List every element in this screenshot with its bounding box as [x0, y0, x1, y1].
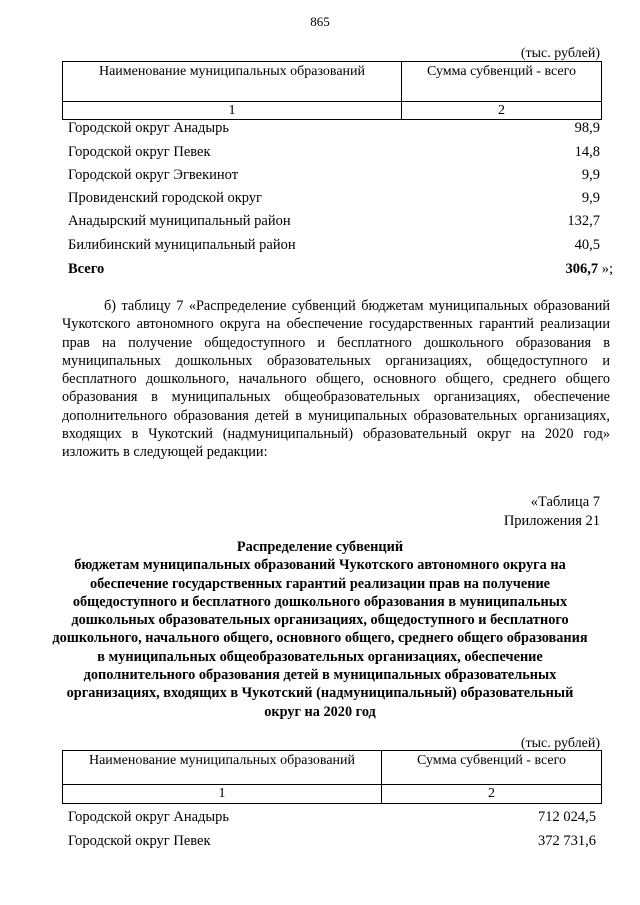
municipality-name: Городской округ Певек — [68, 833, 211, 849]
subvention-value: 372 731,6 — [538, 833, 596, 849]
page-number: 865 — [310, 14, 330, 29]
municipality-name: Городской округ Анадырь — [68, 120, 230, 136]
municipality-name: Билибинский муниципальный район — [68, 237, 296, 253]
table-row — [68, 144, 600, 166]
table-row — [68, 167, 600, 189]
title-line-1: Распределение субвенций — [236, 539, 404, 555]
municipality-name: Городской округ Эгвекинот — [68, 167, 239, 183]
column-index: 1 — [63, 102, 402, 120]
subvention-value: 712 024,5 — [538, 809, 596, 825]
subvention-value: 40,5 — [574, 237, 600, 253]
municipality-name: Провиденский городской округ — [68, 190, 263, 206]
units-label: (тыс. рублей) — [520, 46, 600, 61]
total-value: 306,7 — [565, 261, 599, 277]
column-header-sum: Сумма субвенций - всего — [402, 62, 602, 102]
column-header-name: Наименование муниципальных образований — [63, 62, 402, 102]
table-header — [62, 61, 602, 120]
column-index: 2 — [382, 785, 602, 804]
subvention-value: 132,7 — [567, 213, 600, 229]
table-caption-appendix: Приложения 21 — [503, 513, 600, 529]
title-line-2: бюджетам муниципальных образований Чукотского автономного округа на обеспечение государственных гарантий реализации прав на получение общедоступного и бесплатного дошкольного образования в муниципальных дошкольных образовательных организациях, общедоступного и бесплатного дошкольного, начального общего, основного общего, среднего общего образования в муниципальных общеобразовательных организациях, обеспечение дополнительного образования детей в муниципальных образовательных организациях, входящих в Чукотский (надмуниципальный) образовательный округ на 2020 год — [52, 557, 588, 720]
table-title — [50, 538, 590, 721]
table-row — [68, 833, 596, 855]
municipality-name: Анадырский муниципальный район — [68, 213, 291, 229]
subvention-value: 9,9 — [581, 190, 600, 206]
table-total-row — [68, 261, 613, 283]
body-paragraph — [62, 297, 610, 462]
column-index: 2 — [402, 102, 602, 120]
paragraph-text: б) таблицу 7 «Распределение субвенций бюджетам муниципальных образований Чукотского автономного округа на обеспечение государственных гарантий реализации прав на получение общедоступного и бесплатного дошкольного образования в муниципальных дошкольных образовательных организациях, общедоступного и бесплатного дошкольного, начального общего, основного общего, среднего общего образования в муниципальных общеобразовательных организациях, обеспечение дополнительного образования детей в муниципальных образовательных организациях, входящих в Чукотский (надмуниципальный) образовательный округ на 2020 год» изложить в следующей редакции: — [62, 298, 610, 461]
table-row — [68, 237, 600, 259]
column-index: 1 — [63, 785, 382, 804]
table-row — [68, 213, 600, 235]
total-label: Всего — [68, 261, 105, 277]
table-caption-number: «Таблица 7 — [530, 494, 600, 510]
municipality-name: Городской округ Анадырь — [68, 809, 230, 825]
subvention-value: 9,9 — [581, 167, 600, 183]
column-header-name: Наименование муниципальных образований — [63, 751, 382, 785]
column-header-sum: Сумма субвенций - всего — [382, 751, 602, 785]
closing-quote: »; — [598, 261, 613, 277]
subvention-value: 98,9 — [574, 120, 600, 136]
units-label: (тыс. рублей) — [520, 736, 600, 751]
table-header — [62, 750, 602, 804]
table-row — [68, 120, 600, 142]
subvention-value: 14,8 — [574, 144, 600, 160]
table-row — [68, 190, 600, 212]
table-caption — [504, 493, 600, 531]
table-row — [68, 809, 596, 831]
municipality-name: Городской округ Певек — [68, 144, 211, 160]
